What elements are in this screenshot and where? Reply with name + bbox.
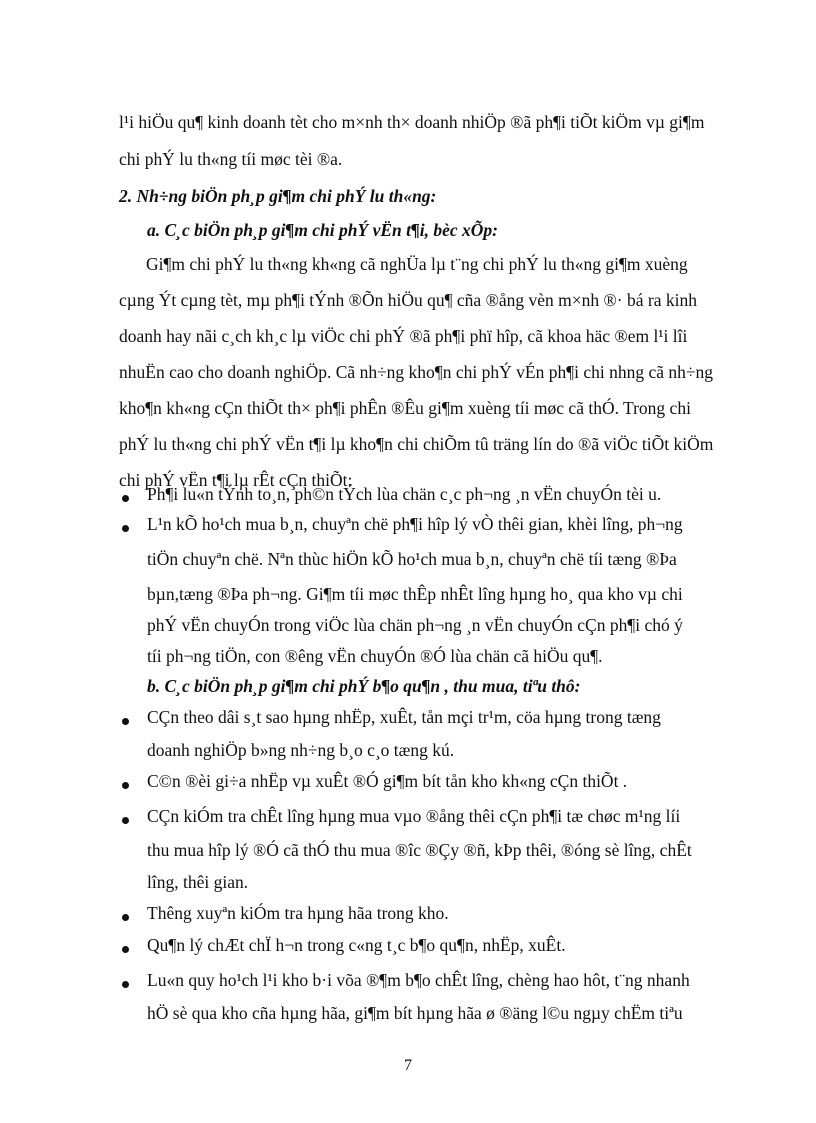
bullet-icon <box>122 495 129 502</box>
bullet-icon <box>122 817 129 824</box>
para-a-line: Gi¶m chi phÝ lu th«ng kh«ng cã nghÜa lµ t¨ng chi phÝ lu th«ng gi¶m xuèng <box>146 254 688 274</box>
bullet-icon <box>122 525 129 532</box>
bullet-a2-line: tiÖn chuyªn chë. Nªn thùc hiÖn kÕ ho¹ch mua b¸n, chuyªn chë tíi tæng ®Þa <box>147 549 677 569</box>
bullet-icon <box>122 718 129 725</box>
section-heading-2: 2. Nh÷ng biÖn ph¸p gi¶m chi phÝ lu th«ng: <box>119 186 437 206</box>
bullet-icon <box>122 981 129 988</box>
bullet-b2-line: C©n ®èi gi÷a nhËp vµ xuÊt ®Ó gi¶m bít tån kho kh«ng cÇn thiÕt . <box>147 771 628 791</box>
bullet-b1-line: CÇn theo dâi s¸t sao hµng nhËp, xuÊt, tån mçi tr¹m, cöa hµng trong tæng <box>147 707 661 727</box>
intro-line-2: chi phÝ lu th«ng tíi møc tèi ®a. <box>119 149 343 169</box>
bullet-icon <box>122 914 129 921</box>
bullet-b4-line: Thêng xuyªn kiÓm tra hµng hãa trong kho. <box>147 903 449 923</box>
bullet-b5-line: Qu¶n lý chÆt chÏ h¬n trong c«ng t¸c b¶o qu¶n, nhËp, xuÊt. <box>147 935 566 955</box>
page-number: 7 <box>404 1057 412 1074</box>
bullet-b1-line: doanh nghiÖp b»ng nh÷ng b¸o c¸o tæng kú. <box>147 740 455 760</box>
para-a-line: nhuËn cao cho doanh nghiÖp. Cã nh÷ng kho¶n chi phÝ vÉn ph¶i chi nhng cã nh÷ng <box>119 362 714 382</box>
para-a-line: doanh hay nãi c¸ch kh¸c lµ viÖc chi phÝ ®ã ph¶i phï hîp, cã khoa häc ®em l¹i lîi <box>119 326 688 346</box>
bullet-icon <box>122 782 129 789</box>
para-a-line: kho¶n kh«ng cÇn thiÕt th× ph¶i phÊn ®Êu gi¶m xuèng tíi møc cã thÓ. Trong chi <box>119 398 691 418</box>
bullet-b6-line: Lu«n quy ho¹ch l¹i kho b·i võa ®¶m b¶o chÊt lîng, chèng hao hôt, t¨ng nhanh <box>147 970 690 990</box>
bullet-a2-line: phÝ vËn chuyÓn trong viÖc lùa chän ph¬ng ¸n vËn chuyÓn cÇn ph¶i chó ý <box>147 615 683 635</box>
subsection-heading-a: a. C¸c biÖn ph¸p gi¶m chi phÝ vËn t¶i, bèc xÕp: <box>147 220 498 240</box>
bullet-b3-line: lîng, thêi gian. <box>147 872 249 892</box>
subsection-heading-b: b. C¸c biÖn ph¸p gi¶m chi phÝ b¶o qu¶n , thu mua, tiªu thô: <box>147 676 581 696</box>
intro-line-1: l¹i hiÖu qu¶ kinh doanh tèt cho m×nh th× doanh nhiÖp ®ã ph¶i tiÕt kiÖm vµ gi¶m <box>119 112 705 132</box>
bullet-a1-line: Ph¶i lu«n tÝnh to¸n, ph©n tÝch lùa chän c¸c ph¬ng ¸n vËn chuyÓn tèi u. <box>147 484 662 504</box>
bullet-b3-line: CÇn kiÓm tra chÊt lîng hµng mua vµo ®ång thêi cÇn ph¶i tæ chøc m¹ng líi <box>147 806 681 826</box>
bullet-b6-line: hÖ sè qua kho cña hµng hãa, gi¶m bít hµng hãa ø ®äng l©u ngµy chËm tiªu <box>147 1003 683 1023</box>
bullet-icon <box>122 946 129 953</box>
para-a-line: phÝ lu th«ng chi phÝ vËn t¶i lµ kho¶n chi chiÕm tû träng lín do ®ã viÖc tiÕt kiÖm <box>119 434 714 454</box>
bullet-a2-line: bµn,tæng ®Þa ph¬ng. Gi¶m tíi møc thÊp nhÊt lîng hµng ho¸ qua kho vµ chi <box>147 584 683 604</box>
para-a-line: chi phÝ vËn t¶i lµ rÊt cÇn thiÕt: <box>119 470 353 490</box>
bullet-a2-line: L¹n kÕ ho¹ch mua b¸n, chuyªn chë ph¶i hîp lý vÒ thêi gian, khèi lîng, ph¬ng <box>147 514 683 534</box>
bullet-a2-line: tíi ph¬ng tiÖn, con ®êng vËn chuyÓn ®Ó lùa chän cã hiÖu qu¶. <box>147 646 603 666</box>
bullet-b3-line: thu mua hîp lý ®Ó cã thÓ thu mua ®îc ®Çy ®ñ, kÞp thêi, ®óng sè lîng, chÊt <box>147 840 692 860</box>
para-a-line: cµng Ýt cµng tèt, mµ ph¶i tÝnh ®Õn hiÖu qu¶ cña ®ång vèn m×nh ®· bá ra kinh <box>119 290 697 310</box>
